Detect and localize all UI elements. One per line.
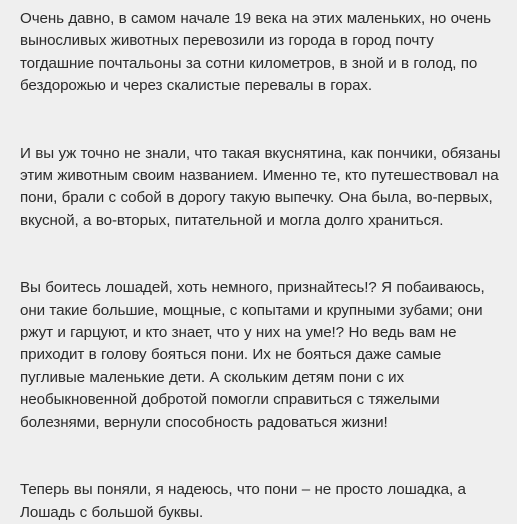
paragraph-conclusion bbox=[20, 479, 507, 524]
paragraph-text: И вы уж точно не знали, что такая вкуснятина, как пончики, обязаны этим животным своим названием. Именно те, кто путешествовал на пони, брали с собой в дорогу такую выпечку. Она была, во-первых, вкусной, а во-вторых, питательной и могла долго храниться. bbox=[20, 144, 501, 229]
paragraph-text: Вы боитесь лошадей, хоть немного, признайтесь!? Я побаиваюсь, они такие большие, мощные, с копытами и крупными зубами; они ржут и гарцуют, и кто знает, что у них на уме!? Но ведь вам не приходит в голову бояться пони. Их не бояться даже самые пугливые маленькие дети. А скольким детям пони с их необыкновенной добротой помогли справиться с тяжелыми болезнями, вернули способность радоваться жизни! bbox=[20, 279, 485, 431]
paragraph-text: Очень давно, в самом начале 19 века на этих маленьких, но очень выносливых животных перевозили из города в город почту тогдашние почтальоны за сотни километров, в зной и в голод, по бездорожью и через скалистые перевалы в горах. bbox=[20, 10, 491, 95]
paragraph-donuts bbox=[20, 143, 507, 233]
paragraph-text: Теперь вы поняли, я надеюсь, что пони – не просто лошадка, а Лошадь с большой буквы. bbox=[20, 481, 466, 521]
paragraph-fear-of-horses bbox=[20, 277, 507, 434]
paragraph-postal-history bbox=[20, 8, 507, 98]
